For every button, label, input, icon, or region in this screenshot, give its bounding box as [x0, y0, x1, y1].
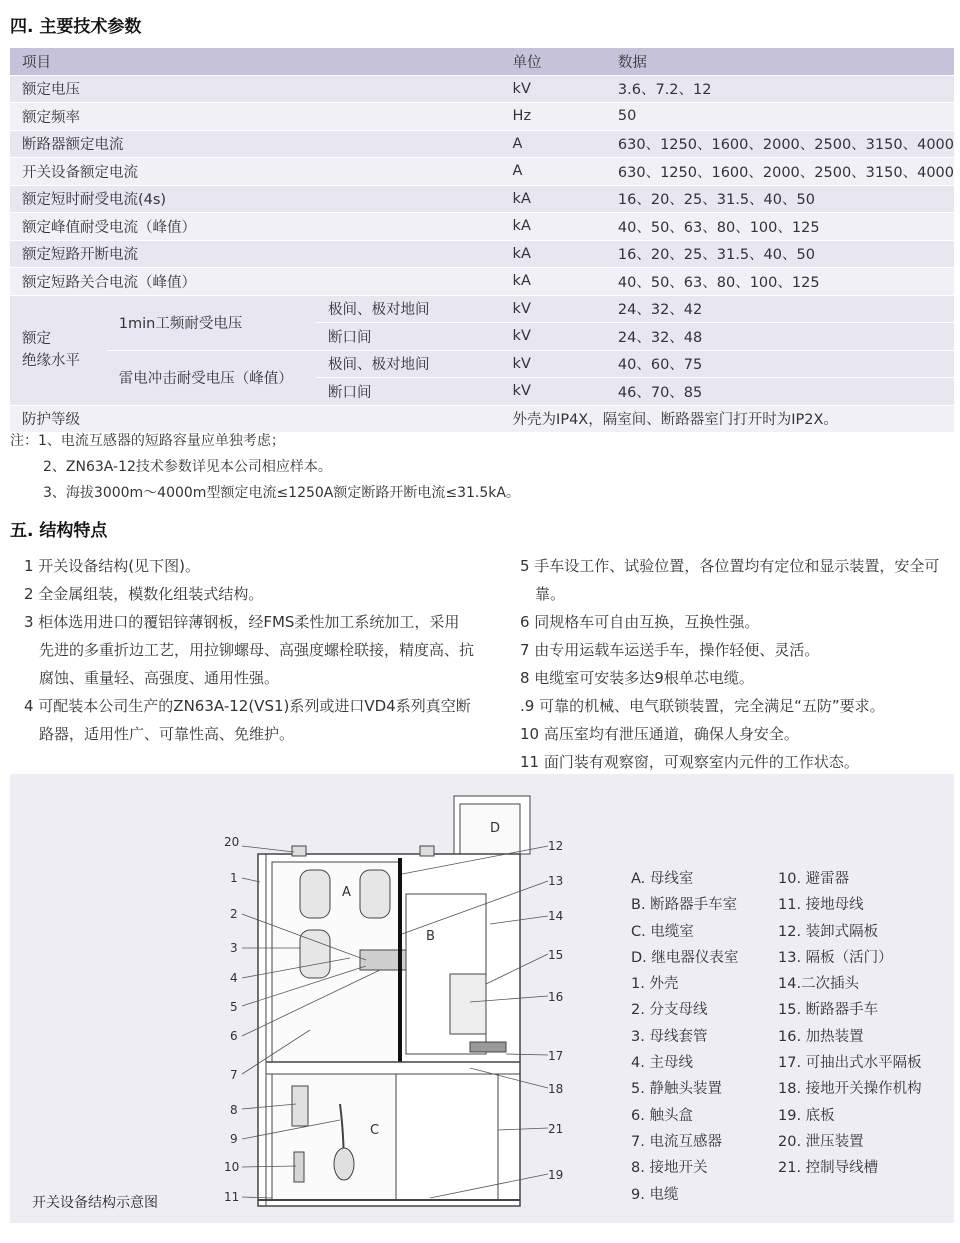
note-line: 注：1、电流互感器的短路容量应单独考虑；	[10, 433, 285, 449]
row-item: 断路器额定电流	[22, 137, 124, 154]
row-data: 630、1250、1600、2000、2500、3150、4000	[617, 164, 954, 181]
label-11: 11	[224, 1190, 240, 1204]
table-row	[10, 185, 954, 213]
room-label-b: B	[426, 929, 435, 944]
legend-item: 20. 泄压装置	[778, 1133, 864, 1150]
feature-item: 4 可配装本公司生产的ZN63A-12(VS1)系列或进口VD4系列真空断路器，适用性广、可靠性高、免维护。	[24, 697, 471, 743]
row-data: 24、32、42	[617, 302, 703, 319]
insulation-label-line2: 绝缘水平	[22, 353, 80, 369]
notes	[10, 428, 520, 506]
label-16: 16	[548, 990, 564, 1004]
spec-table	[10, 48, 954, 432]
legend-item: 16. 加热装置	[778, 1028, 864, 1045]
legend-item: 17. 可抽出式水平隔板	[778, 1055, 922, 1072]
row-unit: kA	[512, 273, 531, 290]
row-unit: kA	[512, 245, 531, 262]
section5-number: 五.	[10, 521, 34, 541]
row-data: 40、50、63、80、100、125	[617, 219, 820, 236]
row-data: 3.6、7.2、12	[617, 82, 712, 99]
row-unit: kV	[512, 355, 531, 372]
legend-item: 8. 接地开关	[631, 1160, 708, 1177]
legend-item: 2. 分支母线	[631, 1002, 708, 1019]
row-item: 额定短路关合电流（峰值）	[22, 274, 196, 291]
label-6: 6	[230, 1029, 238, 1043]
contact-box	[360, 950, 410, 970]
feature-item: 1 开关设备结构(见下图)。	[24, 557, 201, 575]
lightning-label: 雷电冲击耐受电压（峰值）	[118, 371, 293, 387]
table-header-row	[10, 48, 954, 75]
leader-20	[242, 846, 294, 852]
row-item: 防护等级	[22, 412, 80, 429]
label-3: 3	[230, 941, 238, 955]
legend-item: 14.二次插头	[778, 976, 860, 993]
legend-left	[631, 866, 738, 1208]
legend-item: A. 母线室	[631, 871, 694, 887]
label-13: 13	[548, 874, 564, 888]
feature-item: .9 可靠的机械、电气联锁装置，完全满足“五防”要求。	[520, 697, 885, 715]
legend-right	[778, 866, 922, 1182]
row-item: 额定频率	[22, 109, 80, 126]
section4-heading: 主要技术参数	[39, 17, 142, 37]
power-freq-label: 1min工频耐受电压	[118, 316, 243, 332]
label-10: 10	[224, 1160, 240, 1174]
sub-item: 断口间	[328, 384, 372, 401]
legend-item: 21. 控制导线槽	[778, 1160, 879, 1177]
note-line: 3、海拔3000m～4000m型额定电流≤1250A额定断路开断电流≤31.5kA。	[43, 485, 520, 501]
label-17: 17	[548, 1049, 564, 1063]
insulation-label	[10, 295, 107, 405]
row-unit: kV	[512, 300, 531, 317]
room-label-d: D	[490, 821, 501, 836]
sub-item: 断口间	[328, 329, 372, 346]
table-row	[10, 268, 954, 296]
legend-item: 1. 外壳	[631, 976, 679, 993]
table-row	[10, 350, 954, 378]
row-data: 40、60、75	[617, 357, 703, 374]
legend-item: 5. 静触头装置	[631, 1081, 722, 1098]
sub-item: 极间、极对地间	[328, 357, 430, 374]
legend-item: 15. 断路器手车	[778, 1002, 879, 1019]
table-row	[10, 240, 954, 268]
legend-item: 11. 接地母线	[778, 897, 864, 914]
label-4: 4	[230, 971, 238, 985]
sub-item: 极间、极对地间	[328, 302, 430, 319]
table-row	[10, 130, 954, 158]
row-unit: kV	[512, 383, 531, 400]
busbar-bushing-2	[360, 870, 390, 918]
row-data: 50	[617, 108, 637, 125]
row-data: 16、20、25、31.5、40、50	[617, 247, 815, 264]
feature-item: 3 柜体选用进口的覆铝锌薄钢板，经FMS柔性加工系统加工，采用先进的多重折边工艺，用拉铆螺母、高强度螺栓联接，精度高、抗腐蚀、重量轻、高强度、通用性强。	[24, 613, 475, 687]
feature-item: 5 手车设工作、试验位置，各位置均有定位和显示装置，安全可靠。	[520, 557, 940, 603]
legend-item: 3. 母线套管	[631, 1028, 708, 1045]
row-item: 额定峰值耐受电流（峰值）	[22, 219, 196, 236]
legend-item: D. 继电器仪表室	[631, 949, 739, 966]
surge-arrester	[294, 1152, 304, 1182]
row-unit: Hz	[512, 108, 532, 125]
table-row	[10, 213, 954, 241]
label-21: 21	[548, 1122, 564, 1136]
row-unit: kA	[512, 190, 531, 207]
label-19: 19	[548, 1168, 564, 1182]
row-data: 24、32、48	[617, 329, 703, 346]
row-unit: kV	[512, 80, 531, 97]
label-9: 9	[230, 1132, 238, 1146]
feature-item: 2 全金属组装，模数化组装式结构。	[24, 585, 264, 603]
room-label-a: A	[342, 885, 351, 900]
row-unit: kV	[512, 328, 531, 345]
breaker-truck	[450, 974, 486, 1034]
row-data: 16、20、25、31.5、40、50	[617, 192, 815, 209]
label-14: 14	[548, 909, 564, 923]
labels-right	[548, 839, 563, 1182]
label-12: 12	[548, 839, 564, 853]
features-right	[520, 552, 960, 776]
table-row	[10, 75, 954, 103]
header-item: 项目	[22, 54, 51, 71]
legend-item: 4. 主母线	[631, 1055, 693, 1072]
label-18: 18	[548, 1082, 564, 1096]
label-1: 1	[230, 871, 238, 885]
grounding-switch	[292, 1086, 308, 1126]
room-label-c: C	[370, 1123, 380, 1138]
feature-item: 11 面门装有观察窗，可观察室内元件的工作状态。	[520, 753, 859, 771]
row-item: 额定电压	[22, 82, 80, 99]
feature-item: 10 高压室均有泄压通道，确保人身安全。	[520, 725, 799, 743]
diagram-caption: 开关设备结构示意图	[32, 1195, 158, 1211]
section5-title	[10, 516, 107, 541]
section5-heading: 结构特点	[39, 521, 108, 541]
feature-item: 7 由专用运载车运送手车，操作轻便、灵活。	[520, 641, 820, 659]
label-15: 15	[548, 948, 564, 962]
header-data: 数据	[617, 54, 647, 71]
row-data: 外壳为IP4X，隔室间、断路器室门打开时为IP2X。	[512, 412, 838, 429]
feature-item: 8 电缆室可安装多达9根单芯电缆。	[520, 669, 754, 687]
legend-item: 18. 接地开关操作机构	[778, 1081, 922, 1098]
row-unit: A	[512, 163, 523, 180]
table-row	[10, 158, 954, 186]
label-20: 20	[224, 835, 240, 849]
legend-item: 13. 隔板（活门）	[778, 949, 893, 966]
row-item: 额定短路开断电流	[22, 247, 138, 264]
feature-item: 6 同规格车可自由互换，互换性强。	[520, 613, 760, 631]
legend-item: 6. 触头盒	[631, 1107, 693, 1124]
note-line: 2、ZN63A-12技术参数详见本公司相应样本。	[43, 459, 332, 475]
row-unit: kA	[512, 218, 531, 235]
row-data: 630、1250、1600、2000、2500、3150、4000	[617, 137, 954, 154]
label-5: 5	[230, 1000, 238, 1014]
row-data: 40、50、63、80、100、125	[617, 274, 820, 291]
labels-left	[224, 835, 239, 1204]
busbar-bushing	[300, 870, 330, 918]
label-8: 8	[230, 1103, 238, 1117]
label-2: 2	[230, 907, 238, 921]
pressure-relief-device	[292, 846, 306, 856]
row-data: 46、70、85	[617, 384, 703, 401]
label-7: 7	[230, 1068, 238, 1082]
legend-item: 9. 电缆	[631, 1186, 679, 1203]
table-row	[10, 103, 954, 131]
pressure-relief-device-2	[420, 846, 434, 856]
header-unit: 单位	[512, 54, 542, 71]
legend-item: 19. 底板	[778, 1107, 835, 1124]
row-unit: A	[512, 135, 523, 152]
legend-item: B. 断路器手车室	[631, 897, 738, 914]
table-row	[10, 295, 954, 323]
row-item: 额定短时耐受电流(4s)	[22, 192, 167, 209]
row-item: 开关设备额定电流	[22, 164, 138, 181]
insulation-label-line1: 额定	[22, 331, 51, 347]
section4-number: 四.	[10, 17, 34, 37]
legend-item: 7. 电流互感器	[631, 1133, 722, 1150]
heating-device	[470, 1042, 506, 1052]
section4-title	[10, 12, 141, 37]
cable-terminal	[334, 1148, 354, 1180]
features-left	[24, 552, 474, 748]
legend-item: 12. 装卸式隔板	[778, 923, 879, 940]
legend-item: 10. 避雷器	[778, 871, 850, 887]
legend-item: C. 电缆室	[631, 923, 694, 940]
